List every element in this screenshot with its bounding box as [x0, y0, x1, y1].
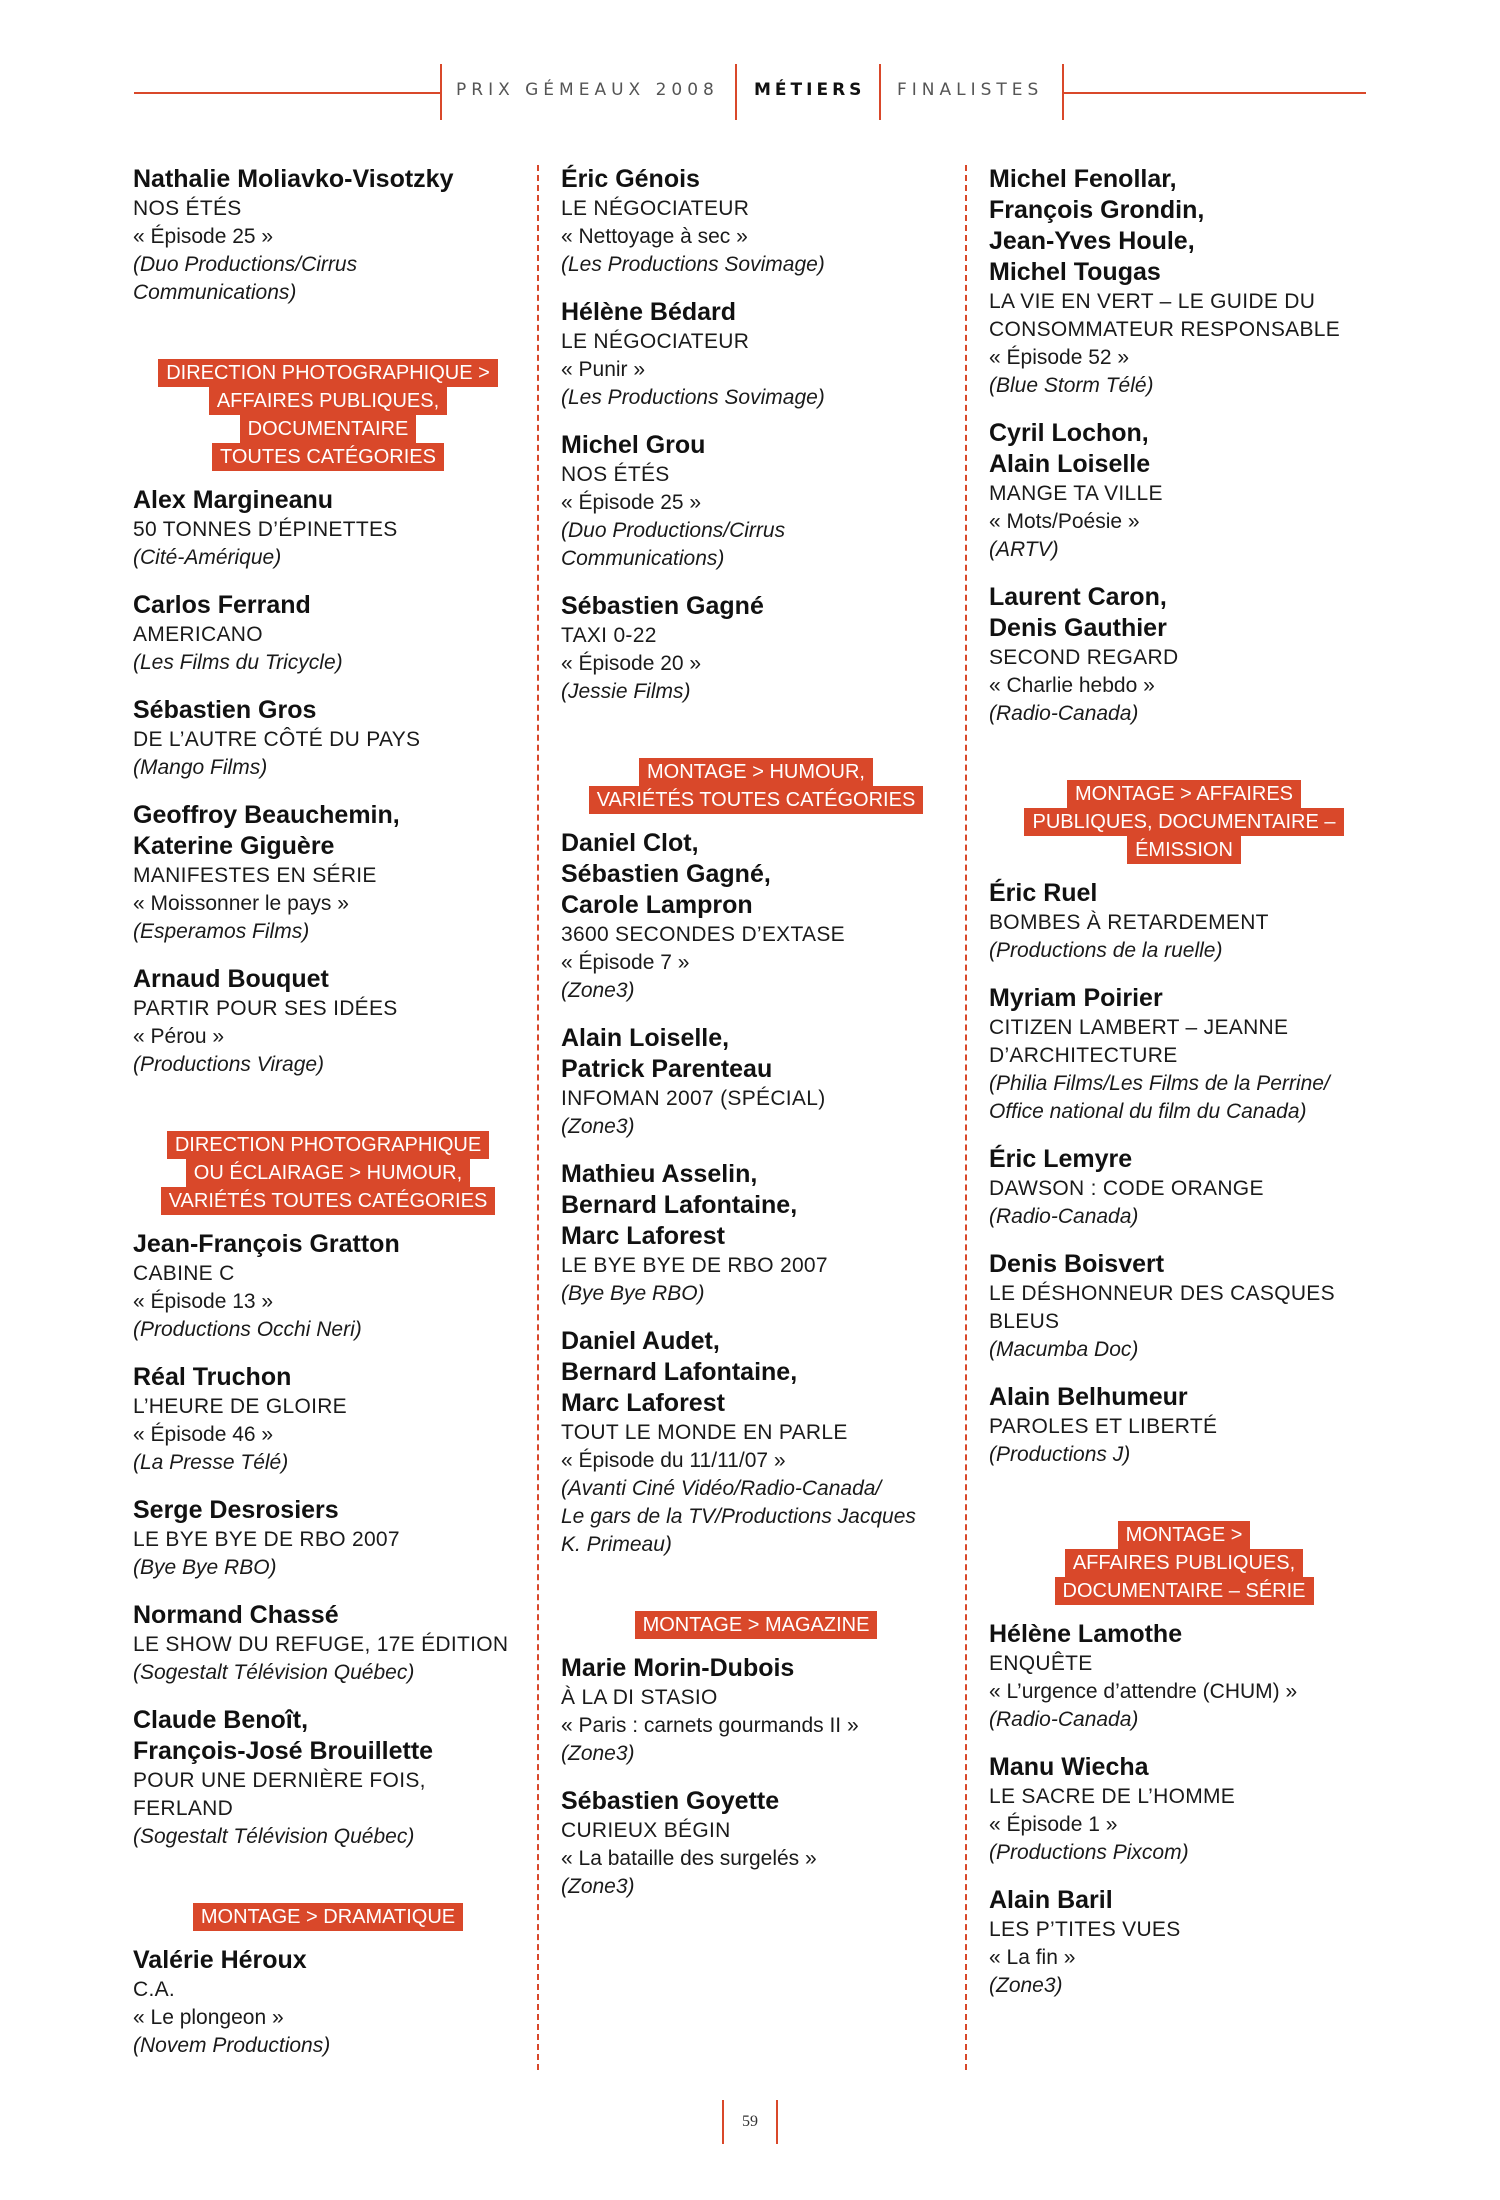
- finalist-entry: [561, 164, 951, 279]
- program-title: MANGE TA VILLE: [989, 482, 1163, 505]
- column-2: [561, 164, 951, 1919]
- program-title: TOUT LE MONDE EN PARLE: [561, 1421, 848, 1444]
- production-company: (ARTV): [989, 538, 1059, 561]
- finalist-entry: [989, 1619, 1379, 1734]
- finalist-name: Claude Benoît, François-José Brouillette: [133, 1706, 434, 1765]
- production-company: (Zone3): [561, 979, 635, 1002]
- category-heading-line: MONTAGE > DRAMATIQUE: [193, 1903, 463, 1931]
- episode-title: « Épisode 20 »: [561, 652, 702, 675]
- finalist-name: Denis Boisvert: [989, 1250, 1165, 1278]
- category-heading: [989, 1521, 1379, 1605]
- finalist-name: Geoffroy Beauchemin, Katerine Giguère: [133, 801, 400, 860]
- production-company: (Zone3): [561, 1875, 635, 1898]
- production-company: (Zone3): [561, 1115, 635, 1138]
- finalist-entry: [133, 964, 523, 1079]
- category-heading-line: MONTAGE > HUMOUR,: [639, 758, 873, 786]
- production-company: (Novem Productions): [133, 2034, 331, 2057]
- program-title: 3600 SECONDES D’EXTASE: [561, 923, 845, 946]
- production-company: (Bye Bye RBO): [133, 1556, 277, 1579]
- program-title: SECOND REGARD: [989, 646, 1179, 669]
- header-rule-left: [134, 92, 440, 94]
- category-heading-line: VARIÉTÉS TOUTES CATÉGORIES: [161, 1187, 496, 1215]
- header-event-title: PRIX GÉMEAUX 2008: [456, 80, 719, 100]
- production-company: (Productions Occhi Neri): [133, 1318, 362, 1341]
- category-heading: [561, 1611, 951, 1639]
- finalist-entry: [133, 590, 523, 677]
- finalist-entry: [133, 695, 523, 782]
- production-company: (Zone3): [989, 1974, 1063, 1997]
- finalist-name: Sébastien Gros: [133, 696, 317, 724]
- program-title: LA VIE EN VERT – LE GUIDE DU CONSOMMATEUR RESPONSABLE: [989, 290, 1341, 341]
- finalist-entry: [561, 591, 951, 706]
- episode-title: « Moissonner le pays »: [133, 892, 349, 915]
- program-title: LE BYE BYE DE RBO 2007: [561, 1254, 828, 1277]
- category-heading-line: MONTAGE >: [1118, 1521, 1251, 1549]
- column-3: [989, 164, 1379, 2018]
- finalist-name: Mathieu Asselin, Bernard Lafontaine, Marc Laforest: [561, 1160, 798, 1250]
- finalist-name: Éric Lemyre: [989, 1145, 1133, 1173]
- category-heading-line: VARIÉTÉS TOUTES CATÉGORIES: [589, 786, 924, 814]
- episode-title: « Épisode 25 »: [133, 225, 274, 248]
- production-company: (Sogestalt Télévision Québec): [133, 1661, 415, 1684]
- production-company: (Les Productions Sovimage): [561, 386, 825, 409]
- production-company: (Radio-Canada): [989, 702, 1139, 725]
- program-title: À LA DI STASIO: [561, 1686, 718, 1709]
- finalist-name: Daniel Clot, Sébastien Gagné, Carole Lampron: [561, 829, 771, 919]
- finalist-entry: [561, 1023, 951, 1141]
- header-separator: [735, 64, 737, 120]
- program-title: LE NÉGOCIATEUR: [561, 330, 750, 353]
- finalist-entry: [989, 1382, 1379, 1469]
- category-heading-line: MONTAGE > MAGAZINE: [635, 1611, 878, 1639]
- finalist-entry: [133, 1495, 523, 1582]
- program-title: NOS ÉTÉS: [133, 197, 242, 220]
- episode-title: « Paris : carnets gourmands II »: [561, 1714, 859, 1737]
- production-company: (Duo Productions/Cirrus Communications): [133, 253, 358, 304]
- finalist-entry: [989, 1144, 1379, 1231]
- category-heading: [133, 359, 523, 471]
- finalist-entry: [133, 485, 523, 572]
- production-company: (Philia Films/Les Films de la Perrine/ Office national du film du Canada): [989, 1072, 1330, 1123]
- production-company: (Les Films du Tricycle): [133, 651, 343, 674]
- production-company: (Productions Virage): [133, 1053, 325, 1076]
- program-title: ENQUÊTE: [989, 1652, 1093, 1675]
- finalist-entry: [561, 1159, 951, 1308]
- category-heading: [133, 1131, 523, 1215]
- finalist-name: Alain Belhumeur: [989, 1383, 1188, 1411]
- finalist-entry: [561, 1326, 951, 1559]
- header-separator: [440, 64, 442, 120]
- finalist-name: Hélène Lamothe: [989, 1620, 1183, 1648]
- production-company: (Macumba Doc): [989, 1338, 1139, 1361]
- program-title: AMERICANO: [133, 623, 263, 646]
- episode-title: « Nettoyage à sec »: [561, 225, 748, 248]
- program-title: 50 TONNES D’ÉPINETTES: [133, 518, 398, 541]
- finalist-entry: [133, 1705, 523, 1851]
- finalist-entry: [561, 297, 951, 412]
- finalist-entry: [133, 800, 523, 946]
- finalist-name: Michel Fenollar, François Grondin, Jean-Yves Houle, Michel Tougas: [989, 165, 1205, 286]
- finalist-name: Jean-François Gratton: [133, 1230, 400, 1258]
- category-heading-line: PUBLIQUES, DOCUMENTAIRE –: [1024, 808, 1343, 836]
- category-heading-line: ÉMISSION: [1127, 836, 1241, 864]
- finalist-name: Arnaud Bouquet: [133, 965, 329, 993]
- finalist-entry: [561, 1653, 951, 1768]
- finalist-entry: [989, 582, 1379, 728]
- production-company: (Radio-Canada): [989, 1205, 1139, 1228]
- column-1: [133, 164, 523, 2078]
- finalist-name: Valérie Héroux: [133, 1946, 307, 1974]
- finalist-entry: [133, 1362, 523, 1477]
- program-title: C.A.: [133, 1978, 176, 2001]
- category-heading-line: DIRECTION PHOTOGRAPHIQUE: [167, 1131, 489, 1159]
- category-heading-line: DOCUMENTAIRE: [240, 415, 417, 443]
- category-heading-line: DOCUMENTAIRE – SÉRIE: [1055, 1577, 1314, 1605]
- finalist-name: Nathalie Moliavko-Visotzky: [133, 165, 454, 193]
- finalist-name: Normand Chassé: [133, 1601, 339, 1629]
- finalist-entry: [989, 1249, 1379, 1364]
- finalist-entry: [989, 164, 1379, 400]
- finalist-name: Hélène Bédard: [561, 298, 737, 326]
- header-rule-right: [1064, 92, 1366, 94]
- production-company: (Jessie Films): [561, 680, 691, 703]
- finalist-entry: [989, 418, 1379, 564]
- finalist-entry: [133, 1600, 523, 1687]
- episode-title: « L’urgence d’attendre (CHUM) »: [989, 1680, 1298, 1703]
- finalist-name: Alain Baril: [989, 1886, 1113, 1914]
- column-divider: [537, 165, 539, 2070]
- page-number: 59: [722, 2100, 778, 2144]
- program-title: NOS ÉTÉS: [561, 463, 670, 486]
- program-title: DE L’AUTRE CÔTÉ DU PAYS: [133, 728, 421, 751]
- episode-title: « Épisode 7 »: [561, 951, 690, 974]
- category-heading-line: TOUTES CATÉGORIES: [212, 443, 444, 471]
- category-heading: [561, 758, 951, 814]
- program-title: L’HEURE DE GLOIRE: [133, 1395, 347, 1418]
- program-title: POUR UNE DERNIÈRE FOIS, FERLAND: [133, 1769, 426, 1820]
- finalist-name: Sébastien Gagné: [561, 592, 764, 620]
- category-heading-line: MONTAGE > AFFAIRES: [1067, 780, 1301, 808]
- episode-title: « Le plongeon »: [133, 2006, 284, 2029]
- finalist-name: Réal Truchon: [133, 1363, 292, 1391]
- episode-title: « La fin »: [989, 1946, 1076, 1969]
- finalist-name: Alex Margineanu: [133, 486, 334, 514]
- finalist-name: Michel Grou: [561, 431, 706, 459]
- program-title: CABINE C: [133, 1262, 235, 1285]
- finalist-entry: [133, 1945, 523, 2060]
- program-title: INFOMAN 2007 (SPÉCIAL): [561, 1087, 826, 1110]
- finalist-name: Alain Loiselle, Patrick Parenteau: [561, 1024, 773, 1083]
- finalist-entry: [989, 878, 1379, 965]
- column-divider: [965, 165, 967, 2070]
- finalist-name: Myriam Poirier: [989, 984, 1163, 1012]
- finalist-name: Sébastien Goyette: [561, 1787, 780, 1815]
- program-title: BOMBES À RETARDEMENT: [989, 911, 1269, 934]
- episode-title: « Charlie hebdo »: [989, 674, 1155, 697]
- program-title: CITIZEN LAMBERT – JEANNE D’ARCHITECTURE: [989, 1016, 1289, 1067]
- finalist-entry: [989, 1752, 1379, 1867]
- header-section-title: MÉTIERS: [754, 80, 866, 100]
- header-subsection-title: FINALISTES: [897, 80, 1044, 100]
- finalist-name: Marie Morin-Dubois: [561, 1654, 795, 1682]
- finalist-name: Éric Génois: [561, 165, 700, 193]
- episode-title: « Mots/Poésie »: [989, 510, 1140, 533]
- category-heading-line: DIRECTION PHOTOGRAPHIQUE >: [158, 359, 498, 387]
- finalist-name: Cyril Lochon, Alain Loiselle: [989, 419, 1151, 478]
- production-company: (Productions Pixcom): [989, 1841, 1189, 1864]
- finalist-entry: [989, 983, 1379, 1126]
- production-company: (Sogestalt Télévision Québec): [133, 1825, 415, 1848]
- episode-title: « Épisode 52 »: [989, 346, 1130, 369]
- episode-title: « La bataille des surgelés »: [561, 1847, 817, 1870]
- program-title: LE SHOW DU REFUGE, 17E ÉDITION: [133, 1633, 509, 1656]
- production-company: (Blue Storm Télé): [989, 374, 1154, 397]
- production-company: (Zone3): [561, 1742, 635, 1765]
- finalist-name: Serge Desrosiers: [133, 1496, 339, 1524]
- finalist-name: Éric Ruel: [989, 879, 1098, 907]
- finalist-entry: [989, 1885, 1379, 2000]
- production-company: (Les Productions Sovimage): [561, 253, 825, 276]
- production-company: (Mango Films): [133, 756, 268, 779]
- production-company: (Bye Bye RBO): [561, 1282, 705, 1305]
- header-separator: [879, 64, 881, 120]
- episode-title: « Épisode 46 »: [133, 1423, 274, 1446]
- finalist-entry: [133, 164, 523, 307]
- finalist-entry: [561, 1786, 951, 1901]
- program-title: LES P’TITES VUES: [989, 1918, 1181, 1941]
- production-company: (La Presse Télé): [133, 1451, 289, 1474]
- finalist-name: Laurent Caron, Denis Gauthier: [989, 583, 1167, 642]
- program-title: DAWSON : CODE ORANGE: [989, 1177, 1264, 1200]
- page-header: [0, 60, 1500, 120]
- episode-title: « Épisode 13 »: [133, 1290, 274, 1313]
- category-heading-line: AFFAIRES PUBLIQUES,: [209, 387, 447, 415]
- program-title: TAXI 0-22: [561, 624, 657, 647]
- category-heading: [989, 780, 1379, 864]
- finalist-entry: [133, 1229, 523, 1344]
- program-title: MANIFESTES EN SÉRIE: [133, 864, 377, 887]
- finalist-entry: [561, 430, 951, 573]
- episode-title: « Pérou »: [133, 1025, 225, 1048]
- category-heading-line: AFFAIRES PUBLIQUES,: [1065, 1549, 1303, 1577]
- production-company: (Cité-Amérique): [133, 546, 282, 569]
- finalist-entry: [561, 828, 951, 1005]
- finalist-name: Carlos Ferrand: [133, 591, 311, 619]
- program-title: LE SACRE DE L’HOMME: [989, 1785, 1236, 1808]
- program-title: LE NÉGOCIATEUR: [561, 197, 750, 220]
- production-company: (Avanti Ciné Vidéo/Radio-Canada/ Le gars de la TV/Productions Jacques K. Primeau): [561, 1477, 916, 1556]
- episode-title: « Épisode du 11/11/07 »: [561, 1449, 786, 1472]
- episode-title: « Punir »: [561, 358, 646, 381]
- finalist-name: Manu Wiecha: [989, 1753, 1149, 1781]
- episode-title: « Épisode 25 »: [561, 491, 702, 514]
- program-title: PAROLES ET LIBERTÉ: [989, 1415, 1218, 1438]
- episode-title: « Épisode 1 »: [989, 1813, 1118, 1836]
- program-title: LE BYE BYE DE RBO 2007: [133, 1528, 400, 1551]
- program-title: PARTIR POUR SES IDÉES: [133, 997, 398, 1020]
- production-company: (Productions J): [989, 1443, 1131, 1466]
- finalist-name: Daniel Audet, Bernard Lafontaine, Marc Laforest: [561, 1327, 798, 1417]
- production-company: (Duo Productions/Cirrus Communications): [561, 519, 786, 570]
- production-company: (Esperamos Films): [133, 920, 310, 943]
- category-heading: [133, 1903, 523, 1931]
- category-heading-line: OU ÉCLAIRAGE > HUMOUR,: [186, 1159, 470, 1187]
- production-company: (Productions de la ruelle): [989, 939, 1223, 962]
- program-title: LE DÉSHONNEUR DES CASQUES BLEUS: [989, 1282, 1335, 1333]
- program-title: CURIEUX BÉGIN: [561, 1819, 731, 1842]
- production-company: (Radio-Canada): [989, 1708, 1139, 1731]
